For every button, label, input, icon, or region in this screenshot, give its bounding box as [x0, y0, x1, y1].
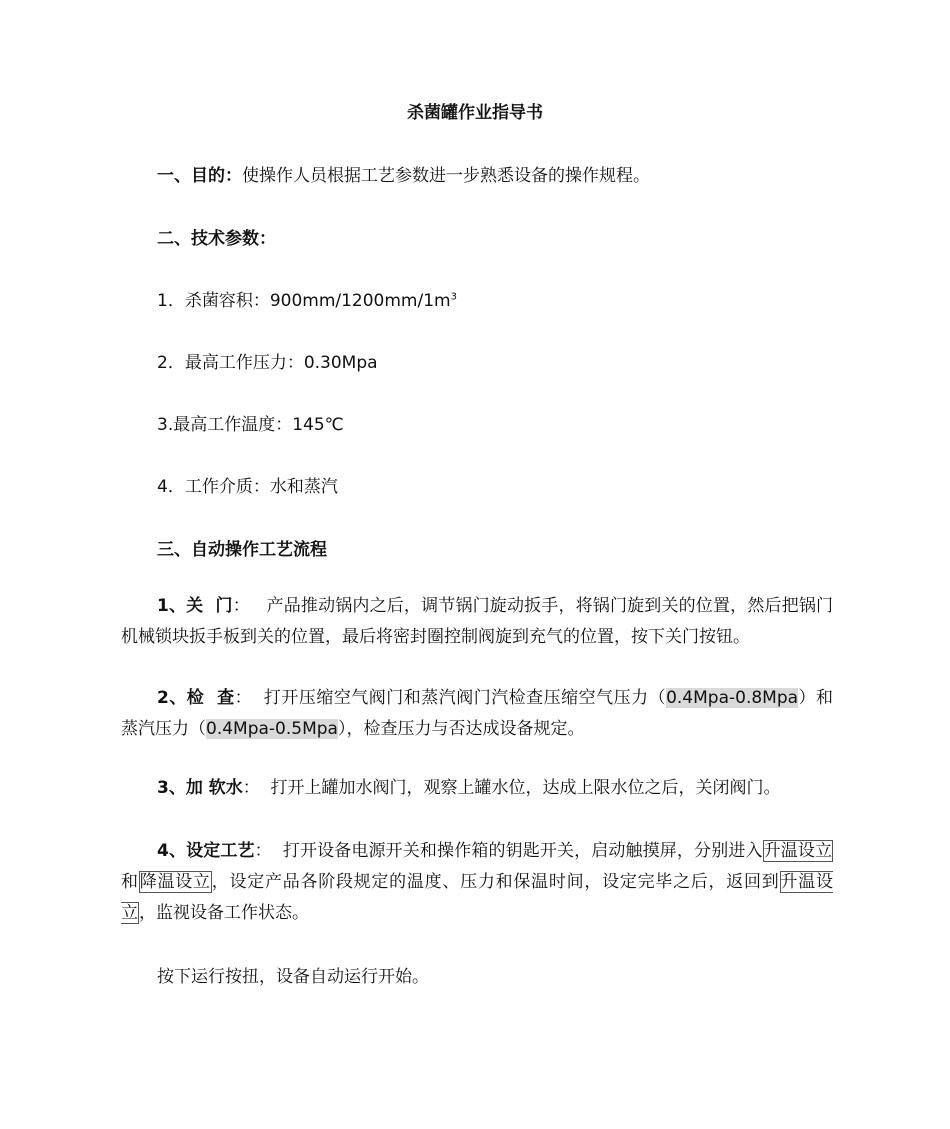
- purpose-line: [157, 161, 650, 186]
- step2-text-2: ）和蒸汽压力（: [121, 688, 834, 739]
- tech-heading: 二、技术参数：: [157, 229, 276, 249]
- purpose-text: 使操作人员根据工艺参数进一步熟悉设备的操作规程。: [242, 166, 650, 186]
- step-add-water: [121, 773, 833, 804]
- steam-pressure-range: 0.4Mpa-0.5Mpa: [206, 719, 338, 739]
- step3-label: 3、加 软水: [157, 778, 243, 798]
- step4-sep: ：: [254, 841, 272, 861]
- step3-sep: ：: [242, 778, 260, 798]
- param-volume-sup: 3: [450, 291, 457, 303]
- param-volume: [157, 286, 457, 311]
- step4-text-2: 和: [121, 872, 139, 892]
- param-temperature: 3.最高工作温度：145℃: [157, 415, 344, 435]
- param-medium: 4．工作介质：水和蒸汽: [157, 477, 338, 497]
- document-title: 杀菌罐作业指导书: [407, 103, 543, 123]
- step4-text-1: 打开设备电源开关和操作箱的钥匙开关，启动触摸屏，分别进入: [271, 841, 763, 861]
- step2-sep: ：: [234, 688, 253, 708]
- step3-text: 打开上罐加水阀门，观察上罐水位，达成上限水位之后，关闭阀门。: [259, 778, 781, 798]
- air-pressure-range: 0.4Mpa-0.8Mpa: [666, 688, 799, 708]
- process-heading: 三、自动操作工艺流程: [157, 540, 327, 560]
- heating-setting-label: 升温设立: [763, 841, 833, 861]
- step4-text-4: ，监视设备工作状态。: [139, 903, 309, 923]
- cooling-setting-label: 降温设立: [139, 872, 211, 892]
- step2-label: 2、检 查: [157, 688, 235, 708]
- heating-setting-label-2: 升温设立: [121, 872, 834, 923]
- step1-label: 1、关 门: [157, 596, 233, 616]
- step4-text-3: ，设定产品各阶段规定的温度、压力和保温时间，设定完毕之后，返回到: [211, 872, 780, 892]
- step-set-process: [121, 836, 833, 929]
- step2-text-1: 打开压缩空气阀门和蒸汽阀门汽检查压缩空气压力（: [252, 688, 667, 708]
- step-check: [121, 683, 833, 745]
- step4-label: 4、设定工艺: [157, 841, 255, 861]
- step1-sep: ：: [232, 596, 250, 616]
- step-close-door: [121, 591, 833, 653]
- final-instruction: 按下运行按扭，设备自动运行开始。: [157, 967, 429, 987]
- purpose-label: 一、目的：: [157, 166, 242, 186]
- param-pressure: 2．最高工作压力：0.30Mpa: [157, 353, 378, 373]
- step1-text: 产品推动锅内之后，调节锅门旋动扳手，将锅门旋到关的位置，然后把锅门机械锁块扳手板到关的位置，最后将密封圈控制阀旋到充气的位置，按下关门按钮。: [121, 596, 833, 647]
- step2-text-3: ），检查压力与否达成设备规定。: [337, 719, 585, 739]
- param-volume-text: 1．杀菌容积：900mm/1200mm/1m: [157, 291, 451, 311]
